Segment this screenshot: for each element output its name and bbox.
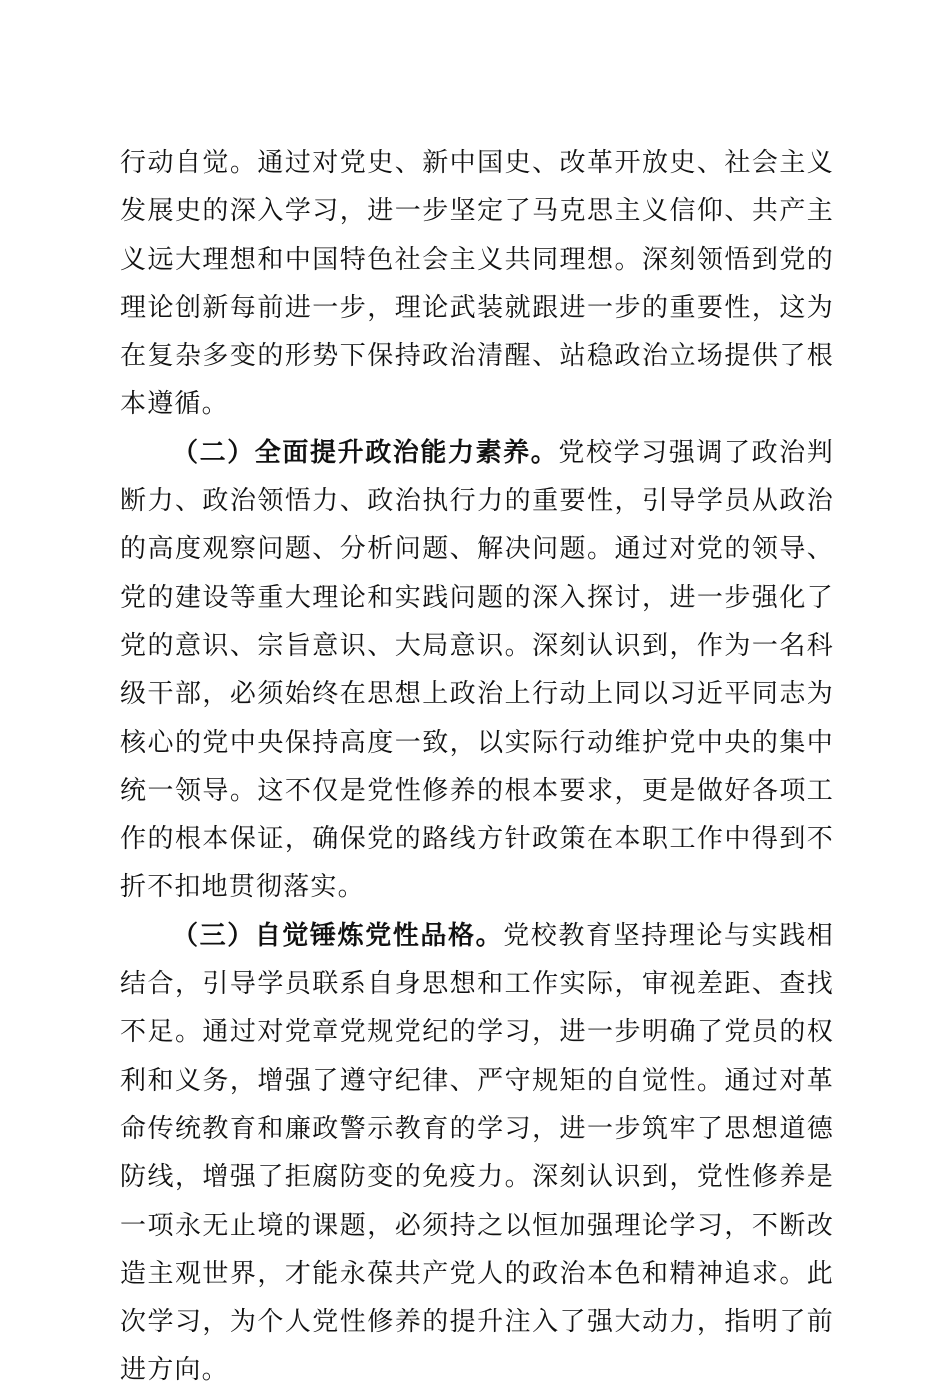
paragraph-political-ability [120,429,834,912]
paragraph-text: 党校教育坚持理论与实践相结合，引导学员联系自身思想和工作实际，审视差距、查找不足。通过对党章党规党纪的学习，进一步明确了党员的权利和义务，增强了遵守纪律、严守规矩的自觉性。通过对革命传统教育和廉政警示教育的学习，进一步筑牢了思想道德防线，增强了拒腐防变的免疫力。深刻认识到，党性修养是一项永无止境的课题，必须持之以恒加强理论学习，不断改造主观世界，才能永葆共产党人的政治本色和精神追求。此次学习，为个人党性修养的提升注入了强大动力，指明了前进方向。 [120,920,834,1386]
paragraph-continuation [120,139,834,429]
paragraph-text: 行动自觉。通过对党史、新中国史、改革开放史、社会主义发展史的深入学习，进一步坚定了马克思主义信仰、共产主义远大理想和中国特色社会主义共同理想。深刻领悟到党的理论创新每前进一步，理论武装就跟进一步的重要性，这为在复杂多变的形势下保持政治清醒、站稳政治立场提供了根本遵循。 [120,148,834,420]
paragraph-text: 党校学习强调了政治判断力、政治领悟力、政治执行力的重要性，引导学员从政治的高度观察问题、分析问题、解决问题。通过对党的领导、党的建设等重大理论和实践问题的深入探讨，进一步强化了党的意识、宗旨意识、大局意识。深刻认识到，作为一名科级干部，必须始终在思想上政治上行动上同以习近平同志为核心的党中央保持高度一致，以实际行动维护党中央的集中统一领导。这不仅是党性修养的根本要求，更是做好各项工作的根本保证，确保党的路线方针政策在本职工作中得到不折不扣地贯彻落实。 [120,437,834,903]
section-heading-2: （二）全面提升政治能力素养。 [172,437,559,468]
section-heading-3: （三）自觉锤炼党性品格。 [172,920,504,951]
document-body [120,139,834,1395]
paragraph-party-character [120,912,834,1395]
